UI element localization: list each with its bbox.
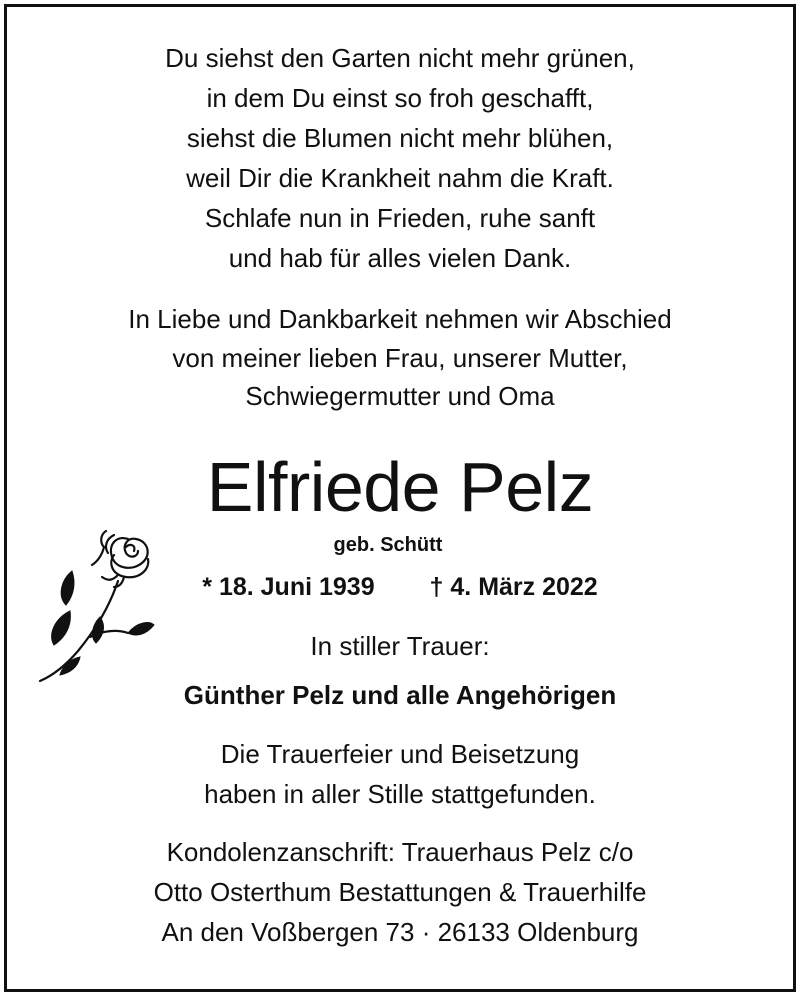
intro-line: In Liebe und Dankbarkeit nehmen wir Abschied bbox=[128, 304, 672, 334]
poem-line: Schlafe nun in Frieden, ruhe sanft bbox=[204, 203, 596, 233]
poem bbox=[0, 38, 800, 278]
poem-line: in dem Du einst so froh geschafft, bbox=[206, 83, 594, 113]
deceased-name: Elfriede Pelz bbox=[206, 448, 594, 526]
service-line: Die Trauerfeier und Beisetzung bbox=[220, 739, 580, 769]
poem-line: und hab für alles vielen Dank. bbox=[228, 243, 572, 273]
poem-line: Du siehst den Garten nicht mehr grünen, bbox=[165, 43, 635, 73]
maiden-name: geb. Schütt bbox=[333, 534, 443, 556]
condolence-address bbox=[0, 832, 800, 952]
death-date: † 4. März 2022 bbox=[429, 573, 598, 601]
poem-line: weil Dir die Krankheit nahm die Kraft. bbox=[186, 163, 614, 193]
intro-line: von meiner lieben Frau, unserer Mutter, bbox=[172, 342, 628, 373]
intro-line: Schwiegermutter und Oma bbox=[245, 381, 555, 411]
address-line: An den Voßbergen 73 · 26133 Oldenburg bbox=[161, 917, 639, 947]
funeral-notice bbox=[0, 734, 800, 814]
birth-date: * 18. Juni 1939 bbox=[202, 573, 375, 601]
address-line: Kondolenzanschrift: Trauerhaus Pelz c/o bbox=[166, 837, 634, 867]
service-line: haben in aller Stille stattgefunden. bbox=[204, 779, 596, 809]
poem-line: siehst die Blumen nicht mehr blühen, bbox=[186, 123, 614, 153]
mourning-line: In stiller Trauer: bbox=[310, 631, 490, 661]
farewell-intro bbox=[0, 300, 800, 416]
family-names: Günther Pelz und alle Angehörigen bbox=[183, 680, 617, 710]
address-line: Otto Osterthum Bestattungen & Trauerhilfe bbox=[153, 877, 647, 907]
